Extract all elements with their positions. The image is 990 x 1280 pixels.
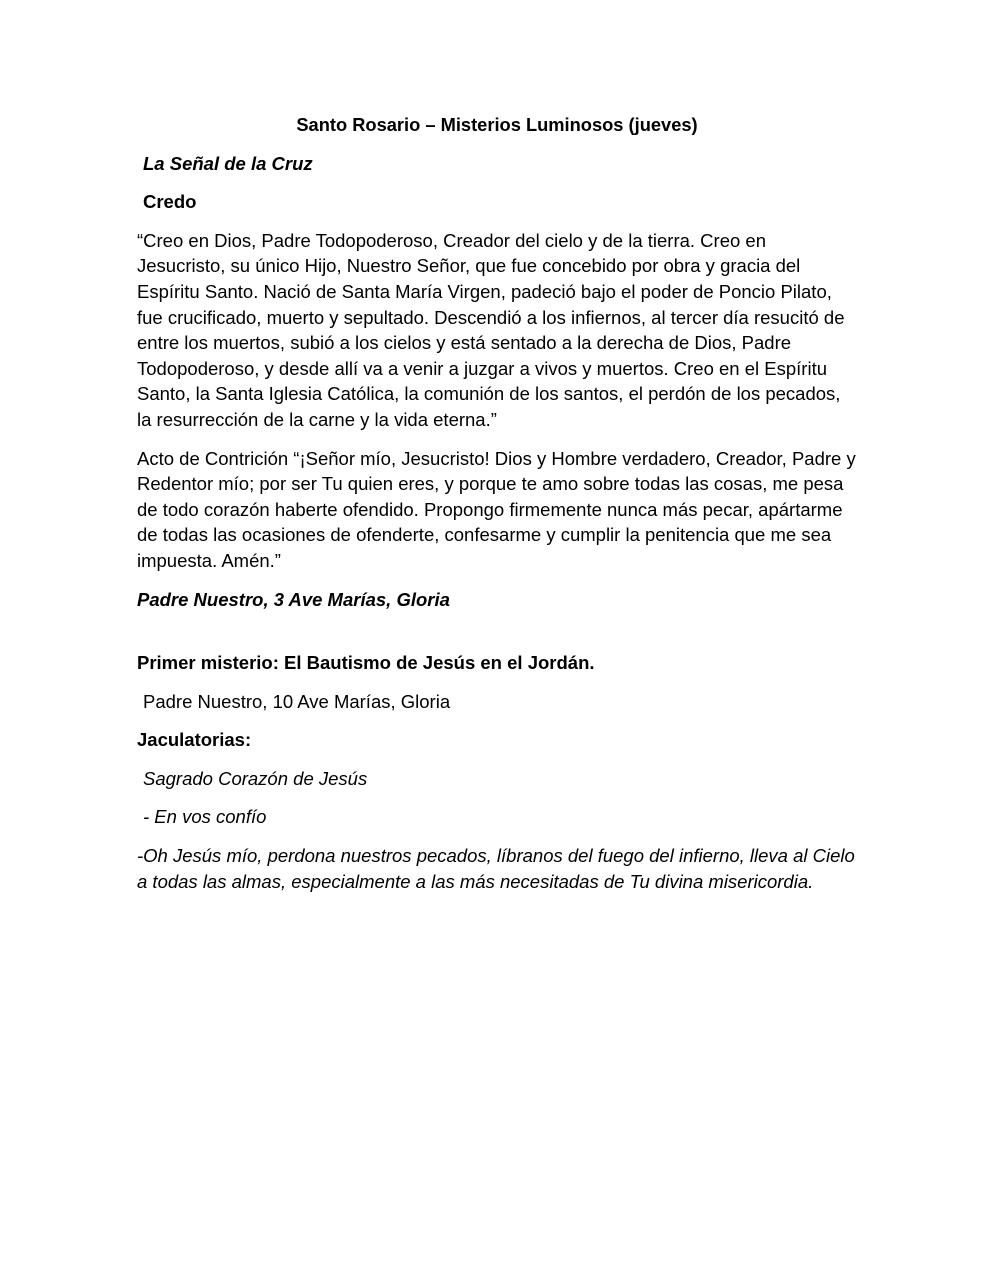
opening-prayers: Padre Nuestro, 3 Ave Marías, Gloria bbox=[137, 588, 450, 610]
decade-prayers: Padre Nuestro, 10 Ave Marías, Gloria bbox=[143, 690, 451, 712]
ejaculations-heading: Jaculatorias: bbox=[137, 729, 252, 751]
ejaculation-line-1: Sagrado Corazón de Jesús bbox=[143, 767, 368, 789]
credo-heading: Credo bbox=[143, 191, 197, 213]
document-page bbox=[137, 112, 857, 907]
sign-of-cross-heading: La Señal de la Cruz bbox=[143, 152, 313, 174]
page-title: Santo Rosario – Misterios Luminosos (jueves) bbox=[296, 114, 698, 135]
fatima-prayer: -Oh Jesús mío, perdona nuestros pecados, líbranos del fuego del infierno, lleva al Cielo a todas las almas, especialmente a las más necesitadas de Tu divina misericordia. bbox=[137, 845, 855, 892]
first-mystery-heading: Primer misterio: El Bautismo de Jesús en el Jordán. bbox=[137, 652, 595, 674]
credo-text: “Creo en Dios, Padre Todopoderoso, Creador del cielo y de la tierra. Creo en Jesucristo, su único Hijo, Nuestro Señor, que fue concebido por obra y gracia del Espíritu Santo. Nació de Santa María Virgen, padeció bajo el poder de Poncio Pilato, fue crucificado, muerto y sepultado. Descendió a los infiernos, al tercer día resucitó de entre los muertos, subió a los cielos y está sentado a la derecha de Dios, Padre Todopoderoso, y desde allí va a venir a juzgar a vivos y muertos. Creo en el Espíritu Santo, la Santa Iglesia Católica, la comunión de los santos, el perdón de los pecados, la resurrección de la carne y la vida eterna.” bbox=[137, 229, 845, 430]
spacer bbox=[137, 625, 857, 650]
ejaculation-line-2: - En vos confío bbox=[143, 806, 267, 828]
contrition-text: Acto de Contrición “¡Señor mío, Jesucristo! Dios y Hombre verdadero, Creador, Padre y Redentor mío; por ser Tu quien eres, y porque te amo sobre todas las cosas, me pesa de todo corazón haberte ofendido. Propongo firmemente nunca más pecar, apártarme de todas las ocasiones de ofenderte, confesarme y cumplir la penitencia que me sea impuesta. Amén.” bbox=[137, 447, 856, 571]
